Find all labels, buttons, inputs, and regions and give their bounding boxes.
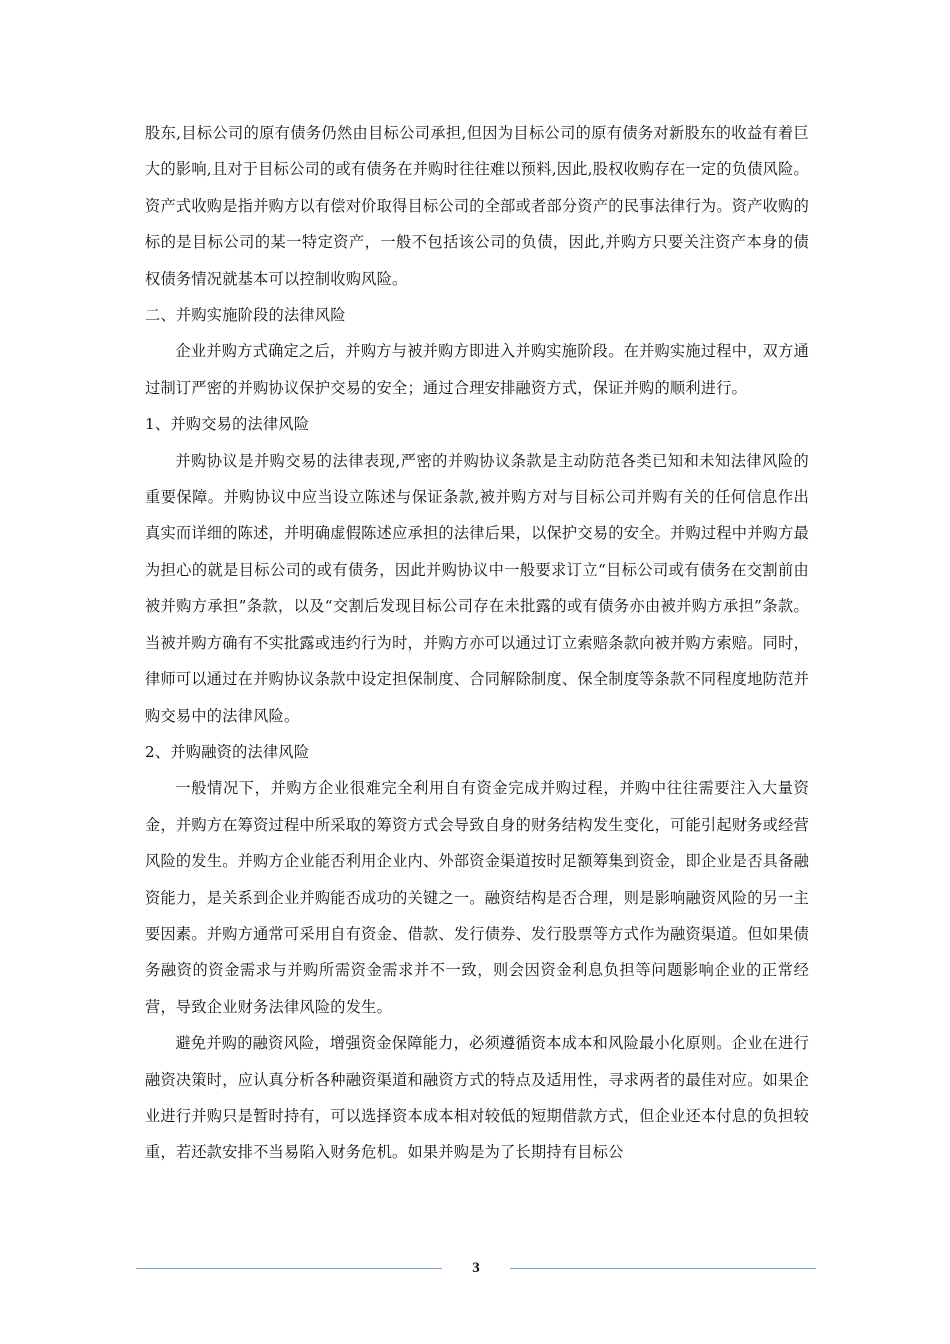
paragraph-financing-risk: 一般情况下，并购方企业很难完全利用自有资金完成并购过程，并购中往往需要注入大量资金，并购方在筹资过程中所采取的筹资方式会导致自身的财务结构发生变化，可能引起财务或经营风险的发生。并购方企业能否利用企业内、外部资金渠道按时足额筹集到资金，即企业是否具备融资能力，是关系到企业并购能否成功的关键之一。融资结构是否合理，则是影响融资风险的另一主要因素。并购方通常可采用自有资金、借款、发行债券、发行股票等方式作为融资渠道。但如果债务融资的资金需求与并购所需资金需求并不一致，则会因资金利息负担等问题影响企业的正常经营，导致企业财务法律风险的发生。 (145, 779, 809, 1016)
page-number: 3 (472, 1260, 480, 1276)
section-heading-implementation: 二、并购实施阶段的法律风险 (145, 306, 346, 325)
paragraph-equity-vs-asset: 股东,目标公司的原有债务仍然由目标公司承担,但因为目标公司的原有债务对新股东的收益有着巨大的影响,且对于目标公司的或有债务在并购时往往难以预料,因此,股权收购存在一定的负债风险。资产式收购是指并购方以有偿对价取得目标公司的全部或者部分资产的民事法律行为。资产收购的标的是目标公司的某一特定资产，一般不包括该公司的负债，因此,并购方只要关注资产本身的债权债务情况就基本可以控制收购风险。 (145, 124, 809, 288)
paragraph-financing-avoidance: 避免并购的融资风险，增强资金保障能力，必须遵循资本成本和风险最小化原则。企业在进行融资决策时，应认真分析各种融资渠道和融资方式的特点及适用性，寻求两者的最佳对应。如果企业进行并购只是暂时持有，可以选择资本成本相对较低的短期借款方式，但企业还本付息的负担较重，若还款安排不当易陷入财务危机。如果并购是为了长期持有目标公 (145, 1034, 809, 1162)
footer-rule-left (136, 1268, 442, 1269)
subheading-transaction-risk: 1、并购交易的法律风险 (145, 415, 310, 434)
footer-rule-right (510, 1268, 816, 1269)
paragraph-implementation-intro: 企业并购方式确定之后，并购方与被并购方即进入并购实施阶段。在并购实施过程中，双方通过制订严密的并购协议保护交易的安全；通过合理安排融资方式，保证并购的顺利进行。 (145, 342, 809, 397)
page-footer (0, 1256, 950, 1280)
paragraph-transaction-risk: 并购协议是并购交易的法律表现,严密的并购协议条款是主动防范各类已知和未知法律风险的重要保障。并购协议中应当设立陈述与保证条款,被并购方对与目标公司并购有关的任何信息作出真实而详细的陈述，并明确虚假陈述应承担的法律后果，以保护交易的安全。并购过程中并购方最为担心的就是目标公司的或有债务，因此并购协议中一般要求订立“目标公司或有债务在交割前由被并购方承担”条款，以及“交割后发现目标公司存在未批露的或有债务亦由被并购方承担”条款。当被并购方确有不实批露或违约行为时，并购方亦可以通过订立索赔条款向被并购方索赔。同时，律师可以通过在并购协议条款中设定担保制度、合同解除制度、保全制度等条款不同程度地防范并购交易中的法律风险。 (145, 451, 809, 725)
body-text (145, 115, 809, 1171)
subheading-financing-risk: 2、并购融资的法律风险 (145, 742, 310, 761)
